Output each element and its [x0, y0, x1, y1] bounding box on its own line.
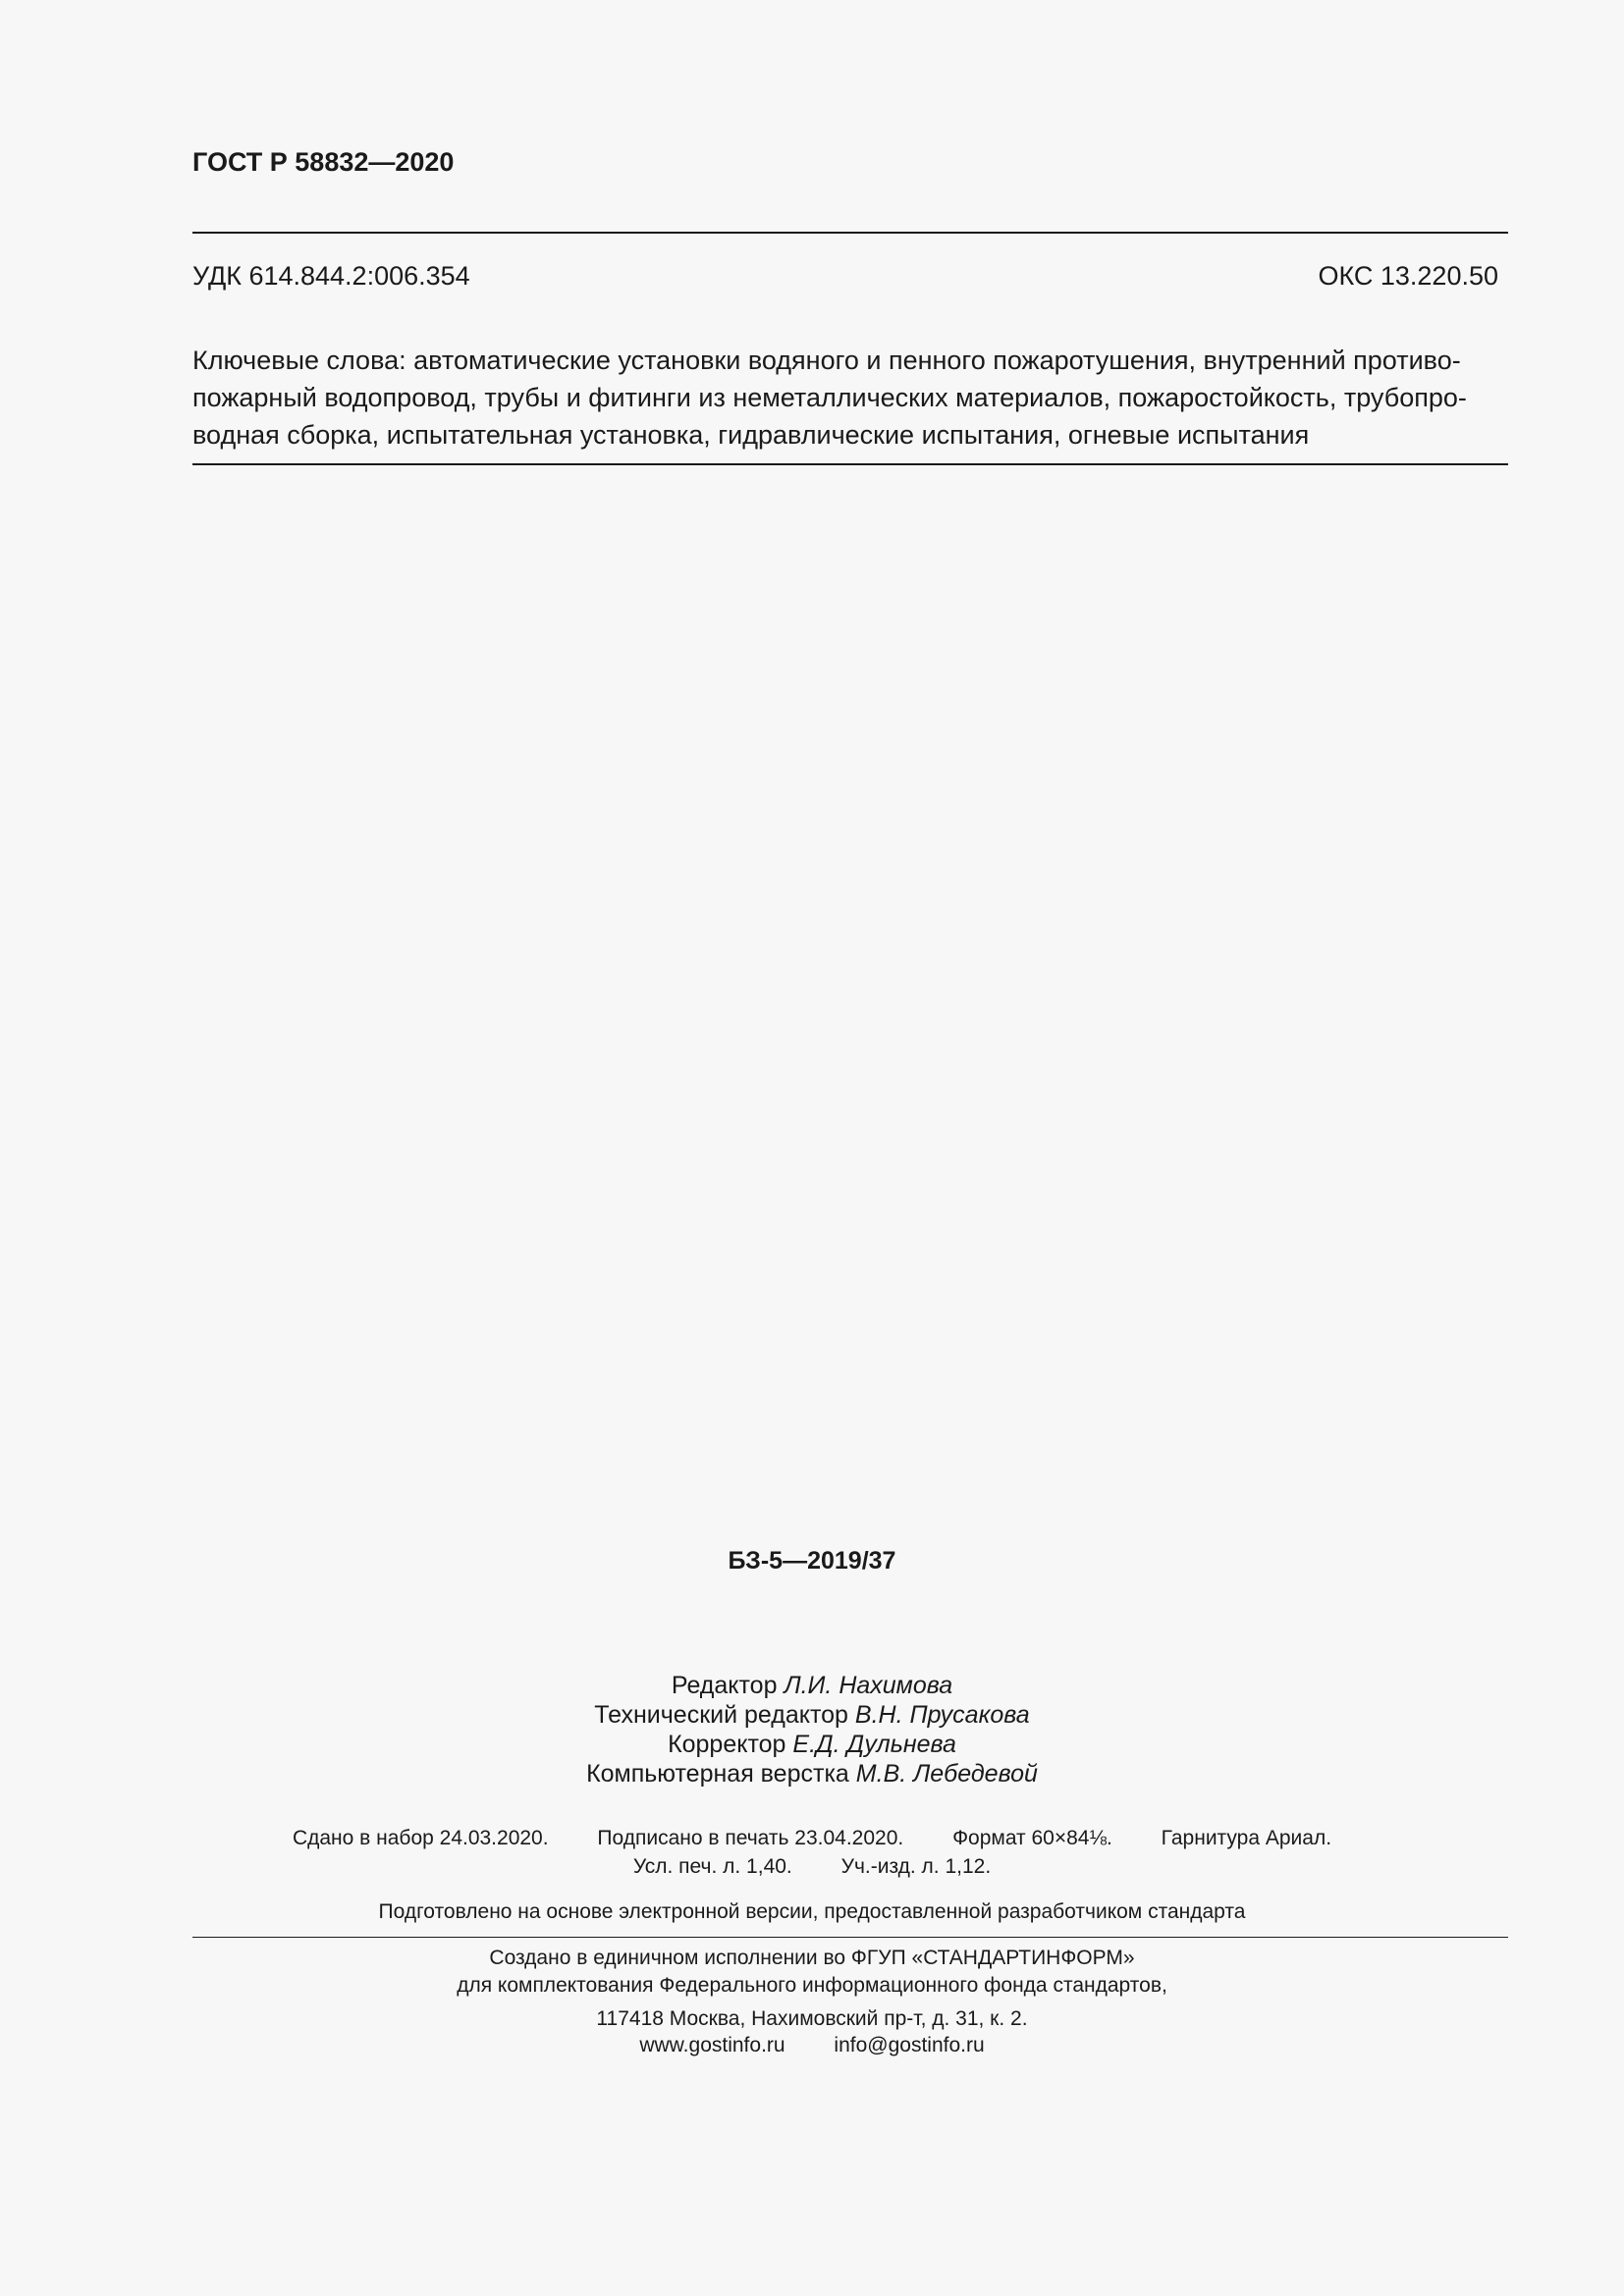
credit-role: Компьютерная верстка — [586, 1760, 849, 1788]
udk-code: УДК 614.844.2:006.354 — [192, 261, 470, 291]
signed-date: Подписано в печать 23.04.2020. — [597, 1827, 904, 1849]
credit-role: Корректор — [668, 1731, 786, 1758]
credit-name: Л.И. Нахимова — [784, 1672, 953, 1699]
footer-contacts — [0, 2034, 1624, 2057]
keywords-line: пожарный водопровод, трубы и фитинги из неметаллических материалов, пожаростойкость, трубопро- — [192, 383, 1467, 412]
credit-name: Е.Д. Дульнева — [792, 1731, 956, 1758]
credit-role: Технический редактор — [594, 1701, 848, 1729]
footer-divider — [192, 1937, 1508, 1938]
typeface: Гарнитура Ариал. — [1161, 1827, 1332, 1849]
credit-layout — [0, 1760, 1624, 1789]
credit-editor — [0, 1672, 1624, 1700]
credit-role: Редактор — [671, 1672, 778, 1699]
footer-address: 117418 Москва, Нахимовский пр-т, д. 31, к. 2. — [596, 2007, 1028, 2030]
print-sheets: Усл. печ. л. 1,40. — [632, 1855, 792, 1878]
keywords-block — [192, 342, 1508, 454]
bz-number: БЗ-5—2019/37 — [728, 1547, 896, 1575]
paper-format: Формат 60×84⅛. — [952, 1827, 1112, 1849]
document-code: ГОСТ Р 58832—2020 — [192, 147, 455, 177]
website-link[interactable]: www.gostinfo.ru — [639, 2034, 785, 2056]
top-divider — [192, 232, 1508, 234]
credit-name: В.Н. Прусакова — [854, 1701, 1030, 1729]
footer-line: Создано в единичном исполнении во ФГУП «СТАНДАРТИНФОРМ» — [489, 1947, 1135, 1969]
credit-tech-editor — [0, 1701, 1624, 1730]
submitted-date: Сдано в набор 24.03.2020. — [292, 1827, 549, 1849]
publisher-sheets: Уч.-изд. л. 1,12. — [840, 1855, 992, 1878]
sheets-info-row — [0, 1855, 1624, 1879]
prepared-note: Подготовлено на основе электронной версии, предоставленной разработчиком стандарта — [378, 1900, 1246, 1923]
keywords-divider — [192, 463, 1508, 465]
footer-line: для комплектования Федерального информационного фонда стандартов, — [457, 1974, 1167, 1997]
credit-corrector — [0, 1731, 1624, 1759]
email-link[interactable]: info@gostinfo.ru — [834, 2034, 985, 2056]
keywords-line: Ключевые слова: автоматические установки водяного и пенного пожаротушения, внутренний противо- — [192, 346, 1461, 375]
keywords-line: водная сборка, испытательная установка, гидравлические испытания, огневые испытания — [192, 420, 1310, 450]
oks-code: ОКС 13.220.50 — [1318, 261, 1498, 291]
credit-name: М.В. Лебедевой — [855, 1760, 1038, 1788]
publication-info-row — [0, 1827, 1624, 1850]
